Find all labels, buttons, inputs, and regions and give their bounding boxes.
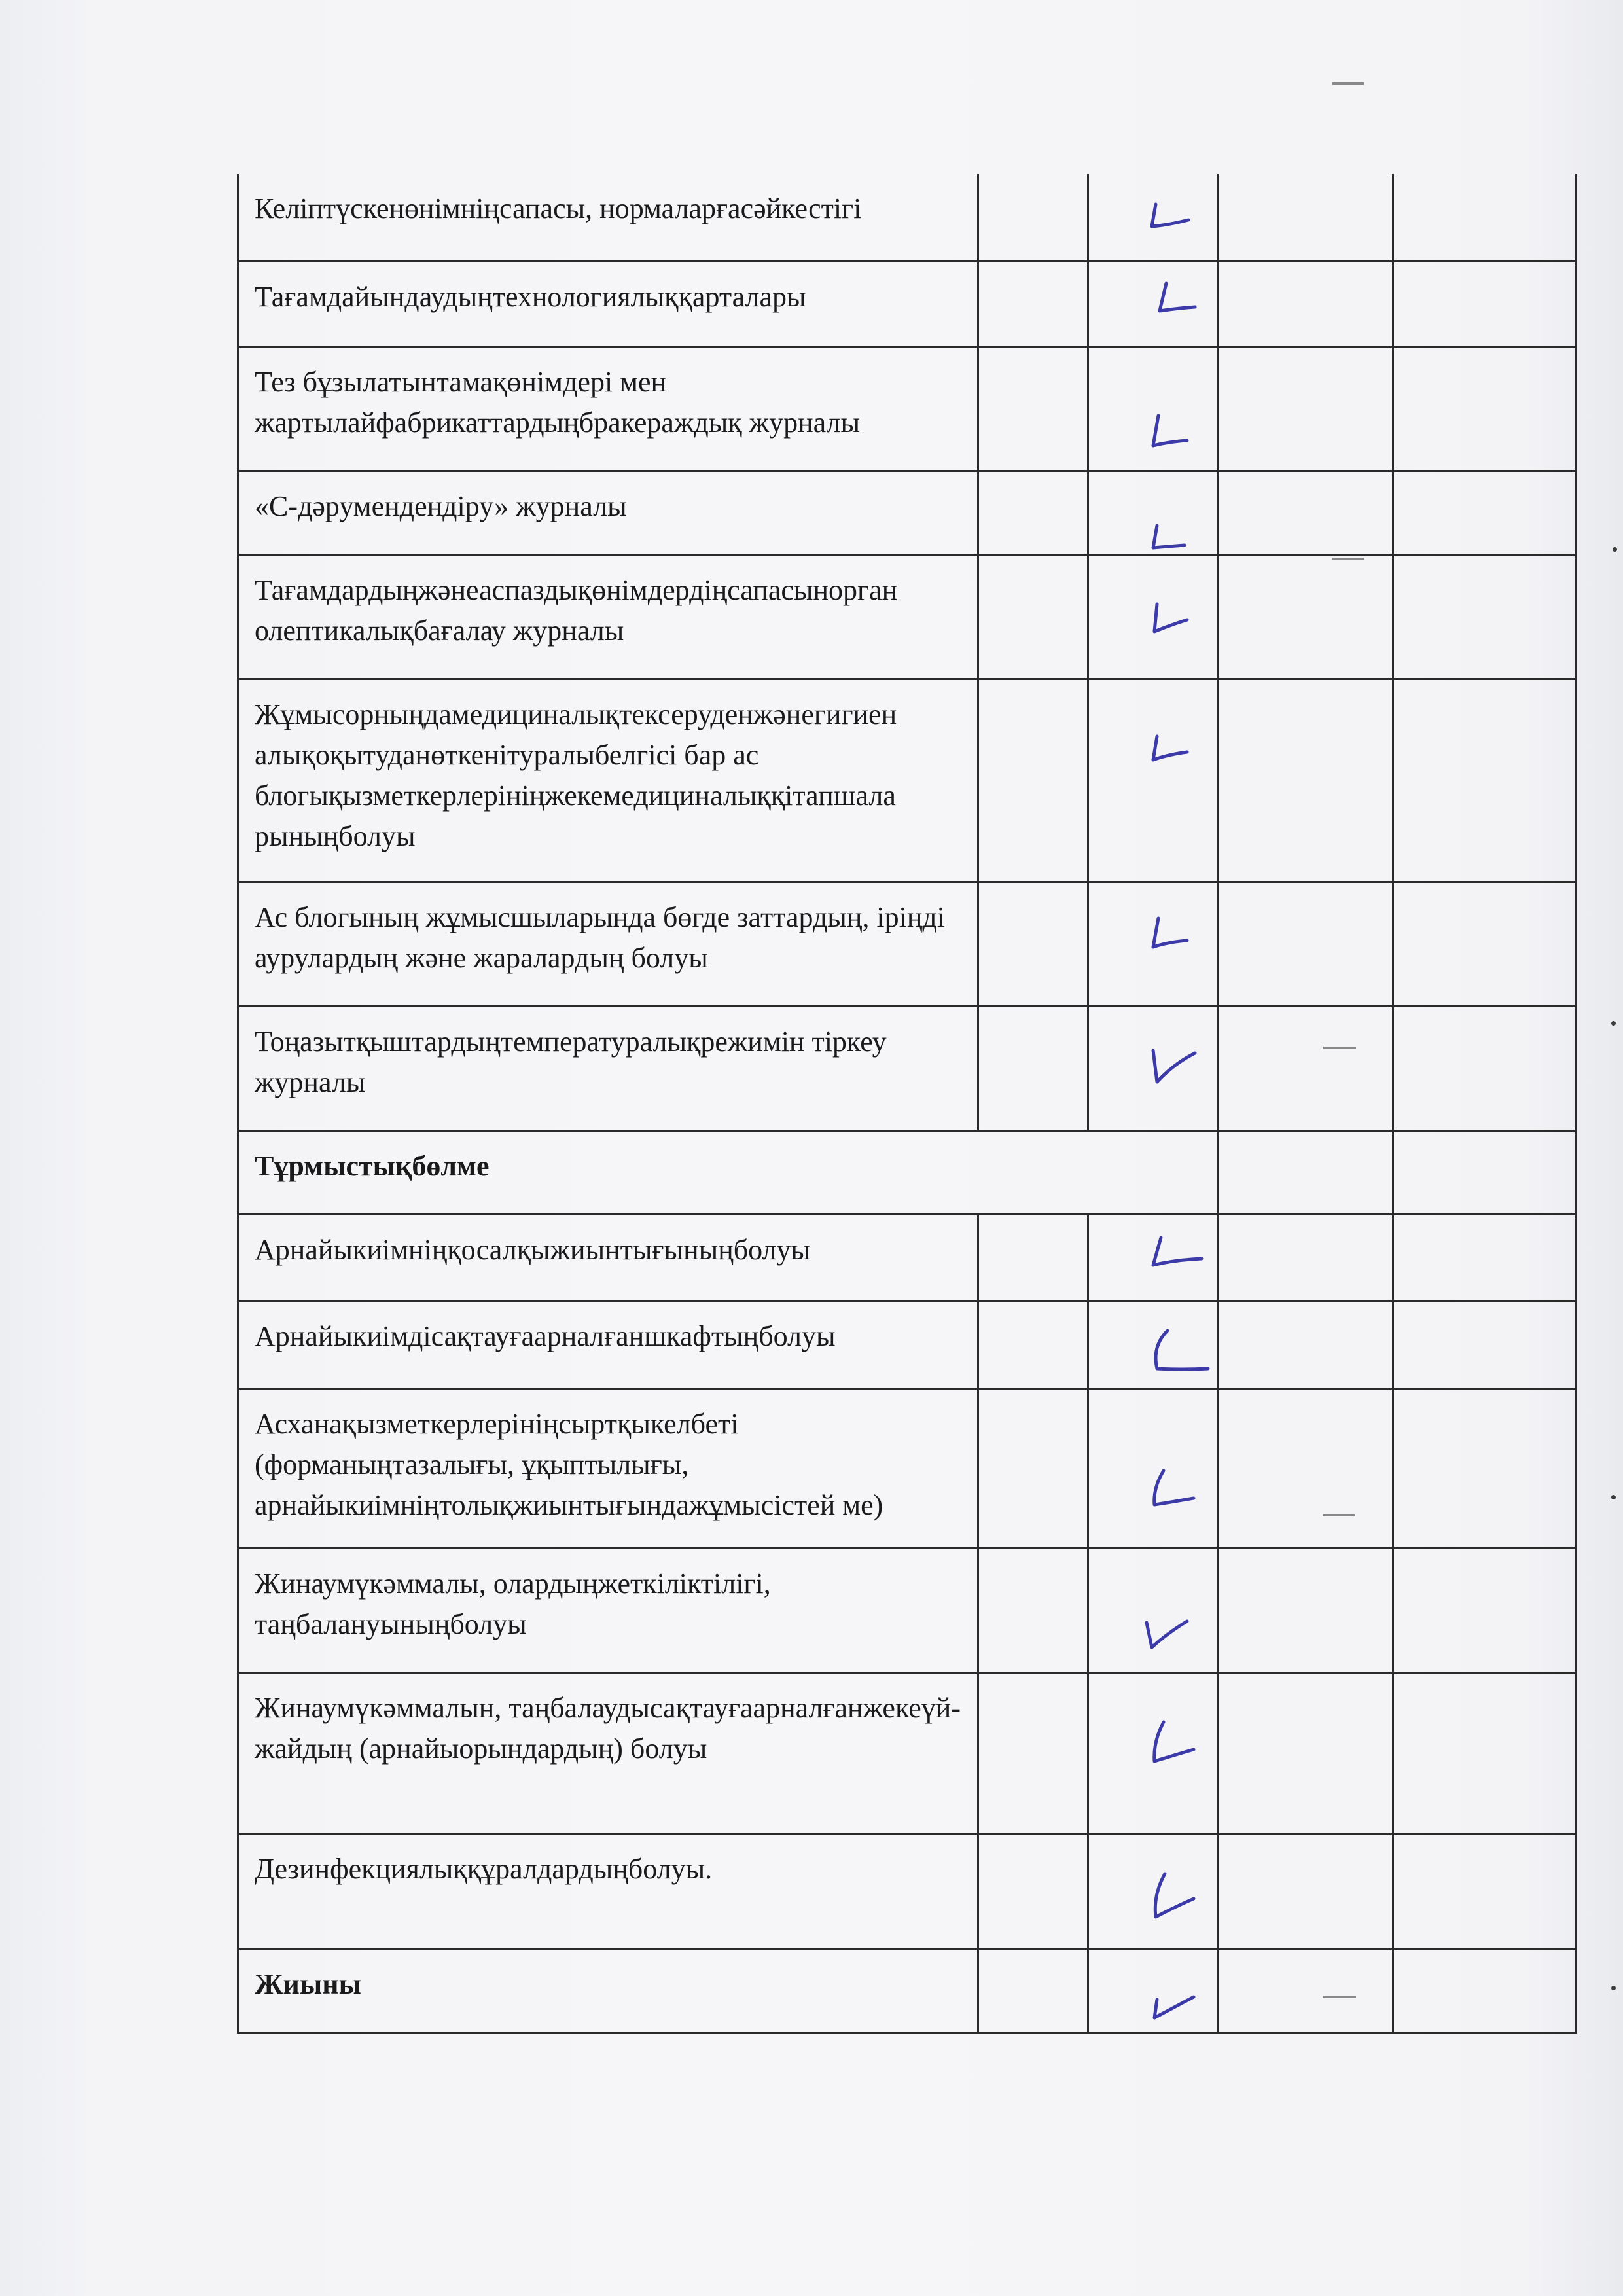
empty-cell	[978, 261, 1088, 346]
empty-cell	[1393, 471, 1577, 554]
table-row	[238, 1214, 1577, 1300]
criterion-label: Ас блогының жұмысшыларында бөгде заттардың, іріңді аурулардың және жаралардың болуы	[255, 901, 945, 974]
empty-cell	[978, 346, 1088, 471]
check-cell[interactable]	[1088, 1548, 1218, 1672]
checkmark-icon	[1148, 524, 1194, 553]
check-cell[interactable]	[1088, 174, 1218, 261]
table-row	[238, 471, 1577, 554]
table-row	[238, 1006, 1577, 1130]
table-row	[238, 1300, 1577, 1388]
criterion-label: Жұмысорныңдамедициналықтексеруденжәнегигиен алықоқытуданөткенітуралыбелгісі бар ас блогықызметкерлерініңжекемедициналыққітапшала рыныңболуы	[255, 698, 897, 852]
empty-cell	[1218, 1672, 1393, 1833]
criterion-label: Асханақызметкерлерініңсыртқыкелбеті (форманыңтазалығы, ұқыптылығы, арнайыкиімніңтолықжиынтығындажұмысістей ме)	[255, 1407, 883, 1521]
criterion-label: Жинаумүкәммалын, таңбалаудысақтауғаарналғанжекеүй-жайдың (арнайыорындардың) болуы	[255, 1691, 961, 1765]
scan-speck	[1611, 1495, 1616, 1499]
stray-mark	[1323, 1514, 1355, 1516]
criterion-cell	[238, 1006, 978, 1130]
check-cell[interactable]	[1088, 1833, 1218, 1948]
empty-cell	[1393, 174, 1577, 261]
check-cell[interactable]	[1088, 882, 1218, 1006]
check-cell[interactable]	[1088, 1388, 1218, 1548]
criterion-label: Жинаумүкәммалы, олардыңжеткіліктілігі, таңбалануыныңболуы	[255, 1567, 771, 1640]
checkmark-icon	[1148, 200, 1194, 233]
criterion-cell	[238, 679, 978, 882]
criterion-cell	[238, 1388, 978, 1548]
empty-cell	[1218, 1548, 1393, 1672]
empty-cell	[1393, 1214, 1577, 1300]
checklist-table	[237, 174, 1577, 2034]
stray-mark	[1323, 1047, 1356, 1049]
empty-cell	[1393, 261, 1577, 346]
criterion-label: Тез бұзылатынтамақөнімдері мен жартылайфабрикаттардыңбракераждық журналы	[255, 365, 861, 439]
table-row	[238, 261, 1577, 346]
check-cell[interactable]	[1088, 1672, 1218, 1833]
empty-cell	[1218, 882, 1393, 1006]
empty-cell	[1393, 1300, 1577, 1388]
criterion-cell	[238, 1672, 978, 1833]
empty-cell	[1218, 346, 1393, 471]
criterion-cell	[238, 1548, 978, 1672]
check-cell[interactable]	[1088, 1948, 1218, 2032]
criterion-label: Тағамдардыңжәнеаспаздықөнімдердіңсапасынорган олептикалықбағалау журналы	[255, 573, 898, 647]
section-title: Тұрмыстықбөлме	[255, 1149, 490, 1182]
criterion-cell	[238, 882, 978, 1006]
empty-cell	[1393, 1833, 1577, 1948]
criterion-label: Тағамдайындаудыңтехнологиялыққарталары	[255, 280, 806, 313]
scan-speck	[1611, 1986, 1616, 1990]
criterion-cell	[238, 174, 978, 261]
criterion-cell	[238, 1300, 978, 1388]
empty-cell	[1218, 471, 1393, 554]
empty-cell	[1218, 1006, 1393, 1130]
stray-mark	[1323, 1996, 1356, 1998]
empty-cell	[978, 1548, 1088, 1672]
table-row	[238, 174, 1577, 261]
checkmark-icon	[1154, 281, 1200, 320]
empty-cell	[1393, 346, 1577, 471]
check-cell[interactable]	[1088, 1214, 1218, 1300]
criterion-cell	[238, 1833, 978, 1948]
checkmark-icon	[1148, 1468, 1200, 1514]
checkmark-icon	[1148, 413, 1194, 452]
checkmark-icon	[1148, 1990, 1200, 2023]
table-row	[238, 679, 1577, 882]
empty-cell	[1393, 554, 1577, 679]
section-cell	[238, 1130, 1218, 1214]
criterion-label: Келіптүскенөнімніңсапасы, нормаларғасәйкестігі	[255, 192, 862, 224]
empty-cell	[978, 882, 1088, 1006]
checkmark-icon	[1141, 1615, 1194, 1654]
total-cell	[238, 1948, 978, 2032]
checkmark-icon	[1148, 1235, 1207, 1274]
empty-cell	[978, 471, 1088, 554]
empty-cell	[978, 554, 1088, 679]
empty-cell	[1218, 1214, 1393, 1300]
table-row	[238, 882, 1577, 1006]
empty-cell	[1218, 1833, 1393, 1948]
empty-cell	[978, 1948, 1088, 2032]
checkmark-icon	[1148, 1718, 1200, 1770]
criterion-label: Дезинфекциялыққұралдардыңболуы.	[255, 1852, 713, 1885]
empty-cell	[1218, 1300, 1393, 1388]
empty-cell	[1218, 554, 1393, 679]
criterion-label: Тоңазытқыштардыңтемпературалықрежимін тіркеу журналы	[255, 1025, 887, 1098]
check-cell[interactable]	[1088, 471, 1218, 554]
check-cell[interactable]	[1088, 261, 1218, 346]
empty-cell	[1218, 174, 1393, 261]
section-row	[238, 1130, 1577, 1214]
empty-cell	[978, 1300, 1088, 1388]
empty-cell	[978, 1214, 1088, 1300]
table-row	[238, 1388, 1577, 1548]
empty-cell	[1393, 1130, 1577, 1214]
criterion-cell	[238, 1214, 978, 1300]
empty-cell	[1218, 679, 1393, 882]
empty-cell	[1218, 1948, 1393, 2032]
checkmark-icon	[1148, 1044, 1200, 1090]
empty-cell	[978, 1388, 1088, 1548]
stray-mark	[1332, 82, 1364, 85]
total-label: Жиыны	[255, 1967, 361, 2000]
empty-cell	[978, 679, 1088, 882]
check-cell[interactable]	[1088, 346, 1218, 471]
check-cell[interactable]	[1088, 1006, 1218, 1130]
checkmark-icon	[1148, 600, 1194, 639]
criterion-cell	[238, 471, 978, 554]
checkmark-icon	[1148, 914, 1194, 954]
empty-cell	[1218, 261, 1393, 346]
check-cell[interactable]	[1088, 679, 1218, 882]
table-row	[238, 1672, 1577, 1833]
checkmark-icon	[1148, 1871, 1200, 1924]
empty-cell	[1393, 1006, 1577, 1130]
total-row	[238, 1948, 1577, 2032]
empty-cell	[1218, 1388, 1393, 1548]
empty-cell	[978, 1006, 1088, 1130]
criterion-cell	[238, 261, 978, 346]
criterion-label: «С-дәрумендендіру» журналы	[255, 490, 627, 522]
empty-cell	[1393, 1672, 1577, 1833]
empty-cell	[1393, 1388, 1577, 1548]
check-cell[interactable]	[1088, 554, 1218, 679]
scan-speck	[1611, 1021, 1616, 1026]
criterion-label: Арнайыкиімдісақтауғаарналғаншкафтыңболуы	[255, 1319, 836, 1352]
empty-cell	[1393, 882, 1577, 1006]
empty-cell	[1393, 1548, 1577, 1672]
table-row	[238, 554, 1577, 679]
table-row	[238, 1833, 1577, 1948]
check-cell[interactable]	[1088, 1300, 1218, 1388]
empty-cell	[1393, 1948, 1577, 2032]
empty-cell	[978, 1672, 1088, 1833]
empty-cell	[1218, 1130, 1393, 1214]
table-row	[238, 346, 1577, 471]
criterion-cell	[238, 346, 978, 471]
table-row	[238, 1548, 1577, 1672]
scan-speck	[1613, 547, 1617, 552]
criterion-cell	[238, 554, 978, 679]
empty-cell	[1393, 679, 1577, 882]
criterion-label: Арнайыкиімніңқосалқыжиынтығыныңболуы	[255, 1233, 811, 1266]
stray-mark	[1332, 558, 1364, 560]
empty-cell	[978, 1833, 1088, 1948]
checkmark-icon	[1148, 1327, 1213, 1379]
checkmark-icon	[1148, 732, 1194, 765]
empty-cell	[978, 174, 1088, 261]
